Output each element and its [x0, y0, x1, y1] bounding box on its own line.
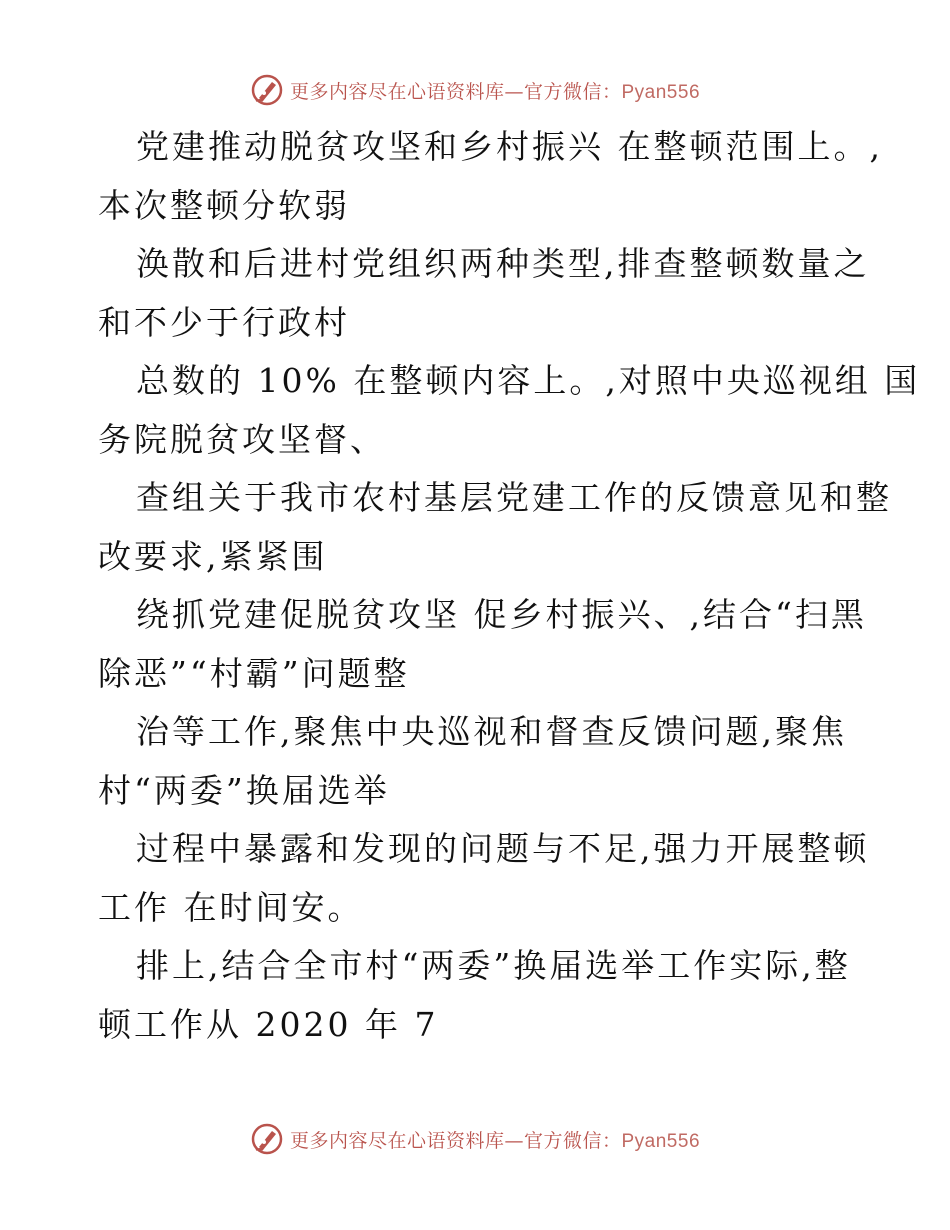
header-banner-text	[290, 77, 700, 104]
body-line: 绕抓党建促脱贫攻坚 促乡村振兴、,结合“扫黑	[136, 595, 867, 634]
body-line: 查组关于我市农村基层党建工作的反馈意见和整	[136, 478, 892, 517]
body-line: 总数的 10% 在整顿内容上。,对照中央巡视组 国	[136, 361, 921, 400]
body-line: 工作 在时间安。	[98, 887, 364, 927]
body-line: 和不少于行政村	[98, 302, 350, 342]
header-wechat-handle: Pyan556	[621, 81, 701, 103]
body-line: 改要求,紧紧围	[98, 536, 328, 576]
document-body	[98, 118, 921, 1054]
body-line: 务院脱贫攻坚督、	[98, 419, 386, 459]
header-banner	[0, 70, 950, 110]
body-line: 本次整顿分软弱	[98, 185, 350, 225]
pen-nib-logo-icon	[250, 1122, 284, 1156]
header-site-name: 更多内容尽在心语资料库	[289, 80, 505, 103]
body-line: 治等工作,聚焦中央巡视和督查反馈问题,聚焦	[136, 712, 847, 751]
body-line: 党建推动脱贫攻坚和乡村振兴 在整顿范围上。,	[136, 127, 883, 166]
footer-banner	[0, 1119, 950, 1159]
footer-wechat-label: 官方微信：	[523, 1129, 622, 1152]
body-line: 除恶”“村霸”问题整	[98, 653, 410, 693]
header-dash: —	[504, 80, 524, 103]
body-line: 过程中暴露和发现的问题与不足,强力开展整顿	[136, 829, 870, 868]
body-line: 涣散和后进村党组织两种类型,排查整顿数量之	[136, 244, 870, 283]
footer-dash: —	[504, 1129, 524, 1152]
pen-nib-logo-icon	[250, 73, 284, 107]
header-wechat-label: 官方微信：	[523, 80, 622, 103]
footer-site-name: 更多内容尽在心语资料库	[289, 1129, 505, 1152]
body-line: 顿工作从 2020 年 7	[98, 1004, 439, 1044]
footer-wechat-handle: Pyan556	[621, 1130, 701, 1152]
body-line: 村“两委”换届选举	[98, 770, 390, 810]
footer-banner-text	[290, 1126, 700, 1153]
body-line: 排上,结合全市村“两委”换届选举工作实际,整	[136, 946, 851, 985]
